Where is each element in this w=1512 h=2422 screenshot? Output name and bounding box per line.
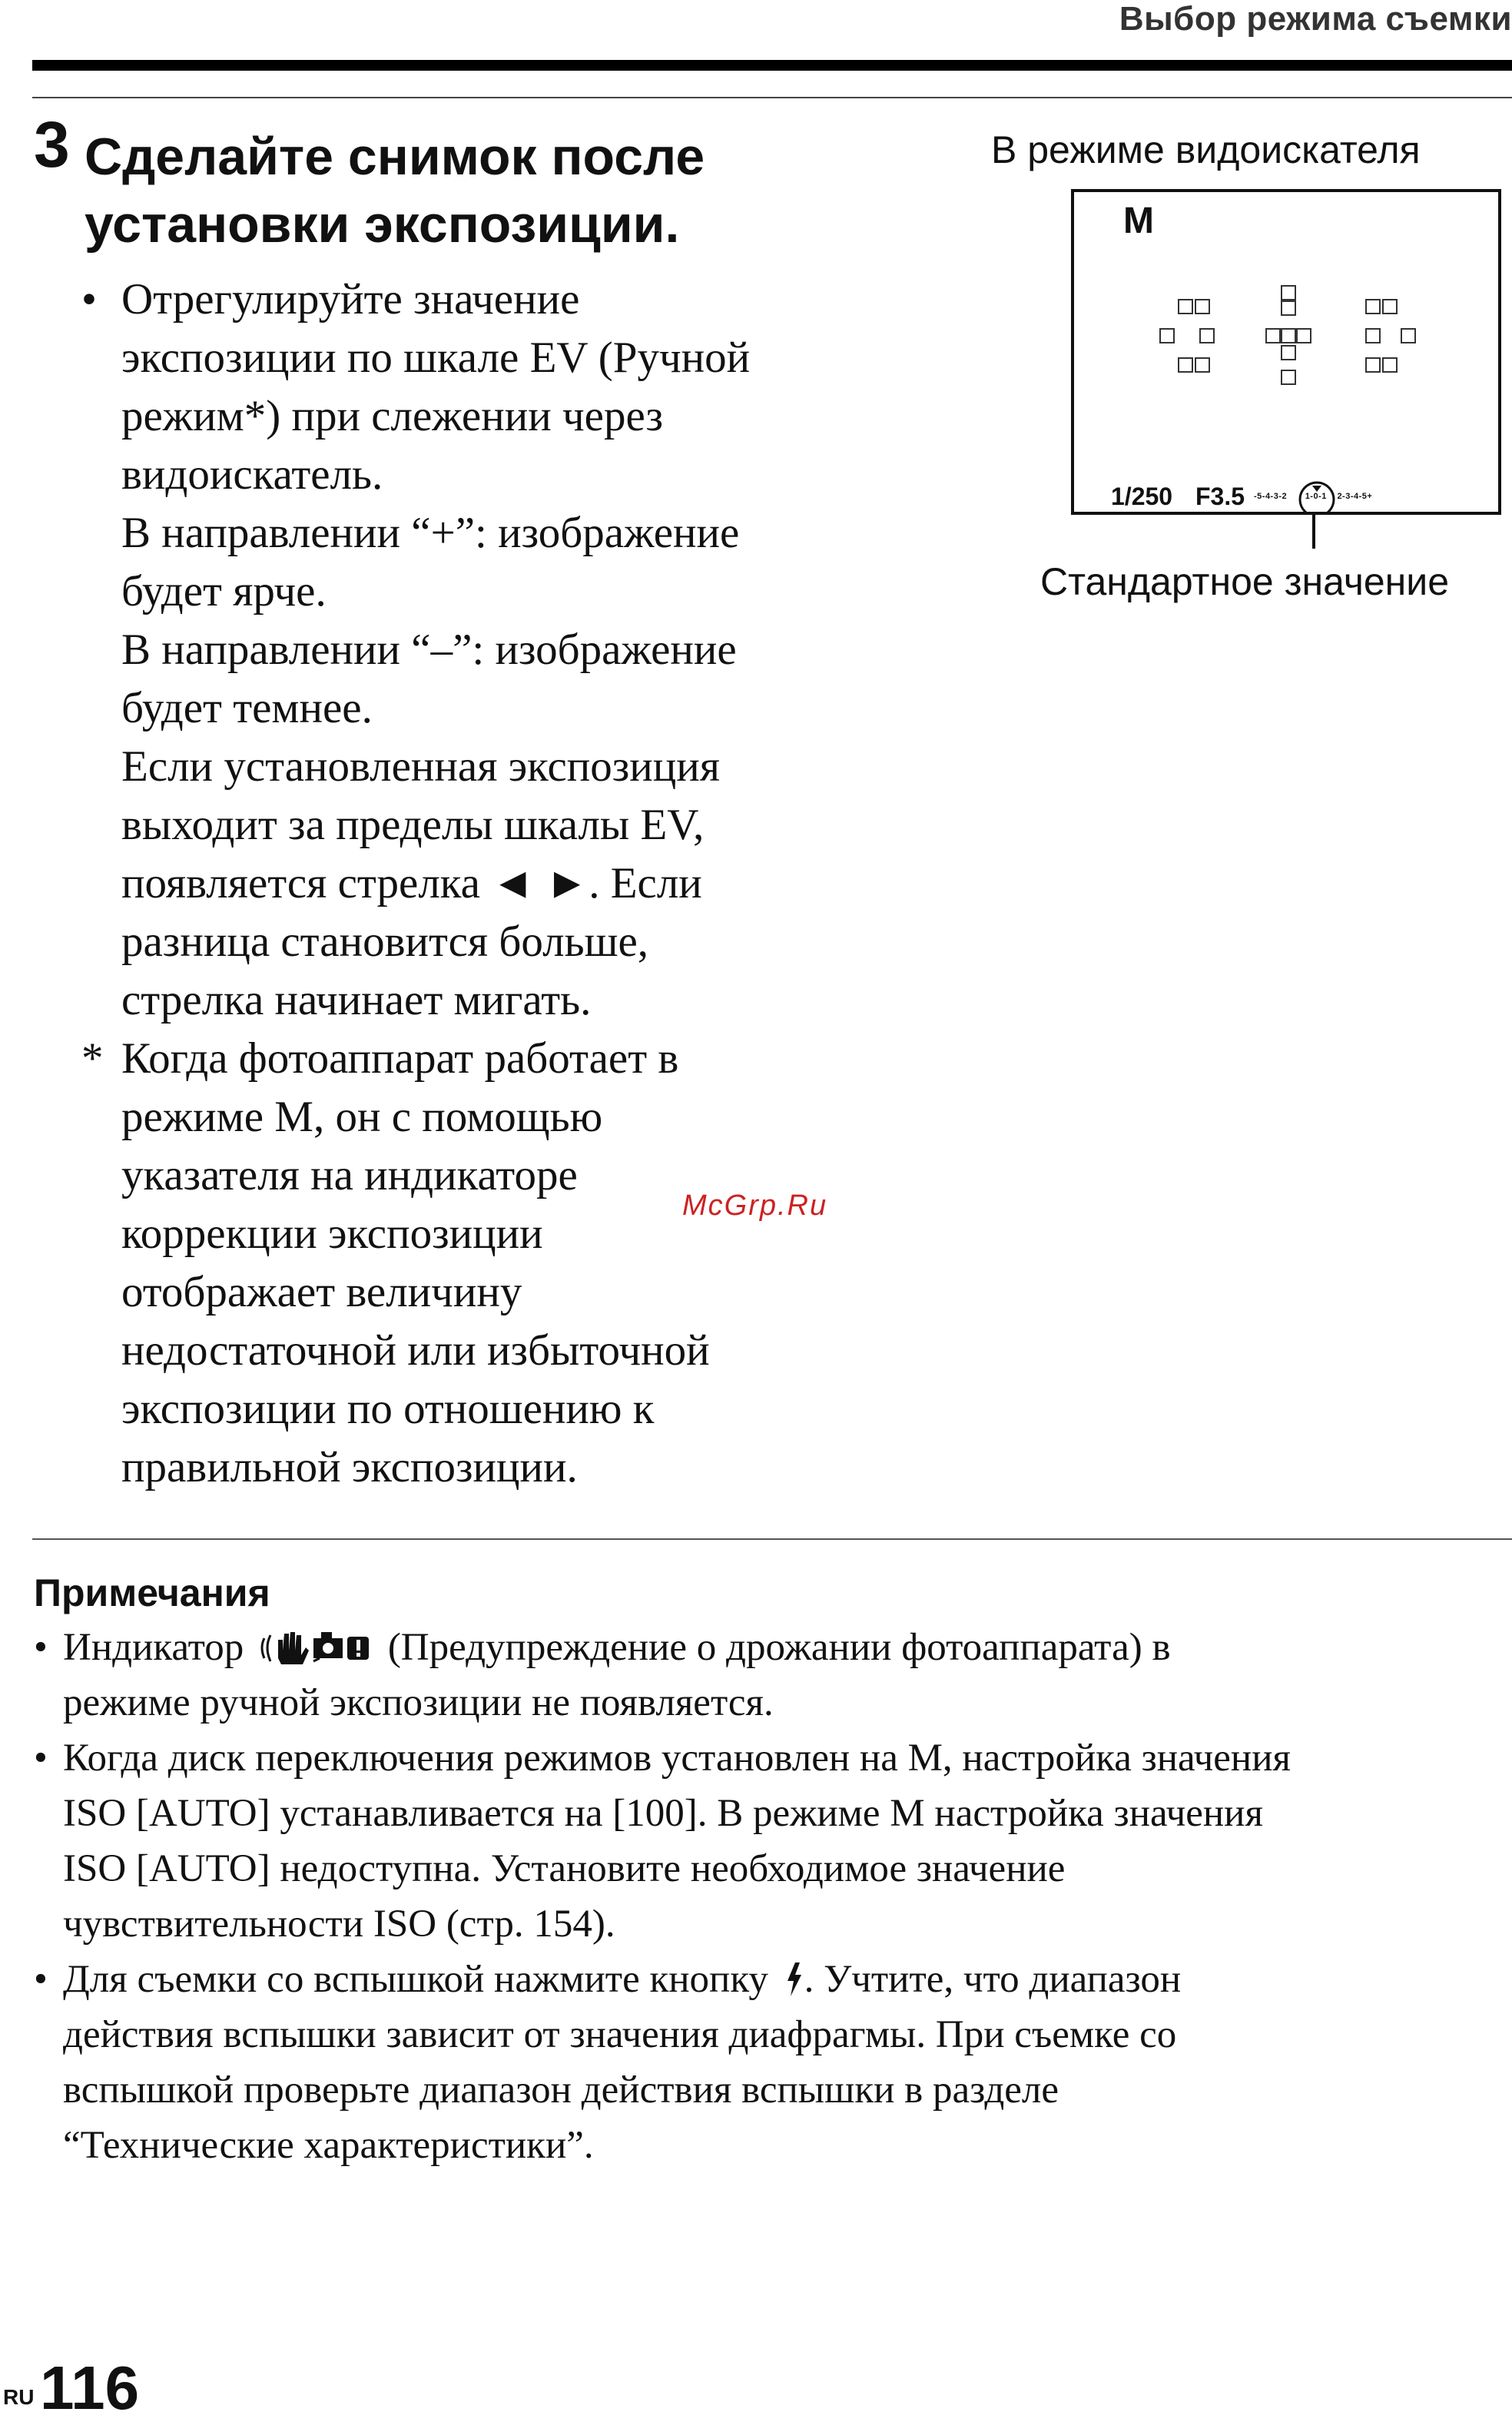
ev-scale-left: -5-4-3-2 [1254,492,1288,501]
text-line: чувствительности ISO (стр. 154). [63,1903,615,1946]
text-line: коррекции экспозиции [121,1209,543,1258]
step-heading [85,123,705,258]
bullet-mark: • [34,1958,48,2001]
flash-icon [784,1961,804,1998]
text-line [63,1620,1509,1675]
note-text: (Предупреждение о дрожании фотоаппарата) в [387,1626,1171,1669]
text-line: стрелка начинает мигать. [121,976,592,1024]
viewfinder-shutter-speed: 1/250 [1111,483,1173,510]
viewfinder-aperture: F3.5 [1195,483,1245,510]
text-line: экспозиции по отношению к [121,1385,655,1433]
text-line: действия вспышки зависит от значения диафрагмы. При съемке со [63,2013,1177,2056]
text-line: разница становится больше, [121,917,649,966]
viewfinder-mode: M [1123,201,1154,241]
viewfinder-display [1071,189,1501,515]
bullet-mark: • [81,275,97,323]
step-heading-line: Сделайте снимок после [85,128,705,186]
text-line: Отрегулируйте значение [121,275,580,323]
note-item [34,1730,1509,1952]
running-head-section-title: Выбор режима съемки [1119,0,1512,38]
ev-scale-right: 2-3-4-5+ [1337,492,1373,501]
note-text: Индикатор [63,1626,244,1669]
text-line: режиме ручной экспозиции не появляется. [63,1681,774,1724]
notes-list [34,1620,1509,2173]
text-line: ISO [AUTO] недоступна. Установите необходимое значение [63,1847,1066,1890]
text-line: недостаточной или избыточной [121,1326,710,1375]
text-line: указателя на индикаторе [121,1151,578,1199]
text-line: ISO [AUTO] устанавливается на [100]. В режиме M настройка значения [63,1792,1263,1835]
step-footnote [81,1030,850,1497]
text-line: В направлении “–”: изображение [121,625,737,674]
notes-rule [32,1538,1512,1540]
footnote-mark: * [81,1034,104,1083]
page-number: 116 [40,2354,140,2422]
pointer-leader-line [1306,513,1321,552]
step-number: 3 [34,108,70,181]
step-heading-line: установки экспозиции. [85,195,680,254]
step-bullet [81,270,850,1030]
step-instructions [81,270,850,1497]
standard-value-caption: Стандартное значение [1040,560,1450,603]
bullet-text [121,270,850,1030]
camera-shake-warning-icon [258,1624,373,1667]
note-item [34,1620,1509,1730]
footnote-text [121,1030,850,1497]
note-text: Для съемки со вспышкой нажмите кнопку [63,1958,768,2001]
note-text: . Учтите, что диапазон [804,1958,1182,2001]
page-language-code: RU [3,2385,35,2409]
bullet-mark: • [34,1626,48,1669]
text-line: отображает величину [121,1268,522,1316]
text-line: видоискатель. [121,450,383,499]
ev-scale-center: 1-0-1 [1305,492,1327,501]
notes-title: Примечания [34,1571,270,1614]
text-line: В направлении “+”: изображение [121,509,740,557]
text-line: режим*) при слежении через [121,392,663,440]
note-item [34,1952,1509,2173]
text-line: “Технические характеристики”. [63,2124,594,2167]
text-line: выходит за пределы шкалы EV, [121,801,705,849]
text-line: Когда фотоаппарат работает в [121,1034,679,1083]
text-line [63,1952,1509,2007]
af-area-frame-icon [1074,192,1498,512]
text-line: Если установленная экспозиция [121,742,720,791]
viewfinder-caption: В режиме видоискателя [991,128,1421,171]
text-line: Когда диск переключения режимов установлен на M, настройка значения [63,1737,1291,1780]
text-line: появляется стрелка ◄ ►. Если [121,859,702,907]
text-line: будет ярче. [121,567,327,615]
text-line: будет темнее. [121,684,373,732]
header-rule-thin [32,97,1512,98]
text-line: экспозиции по шкале EV (Ручной [121,333,751,382]
ev-scale [1254,492,1372,501]
text-line: правильной экспозиции. [121,1443,578,1491]
header-rule-thick [32,60,1512,71]
text-line: вспышкой проверьте диапазон действия вспышки в разделе [63,2069,1059,2112]
watermark: McGrp.Ru [682,1189,828,1222]
text-line: режиме M, он с помощью [121,1093,603,1141]
bullet-mark: • [34,1737,48,1780]
